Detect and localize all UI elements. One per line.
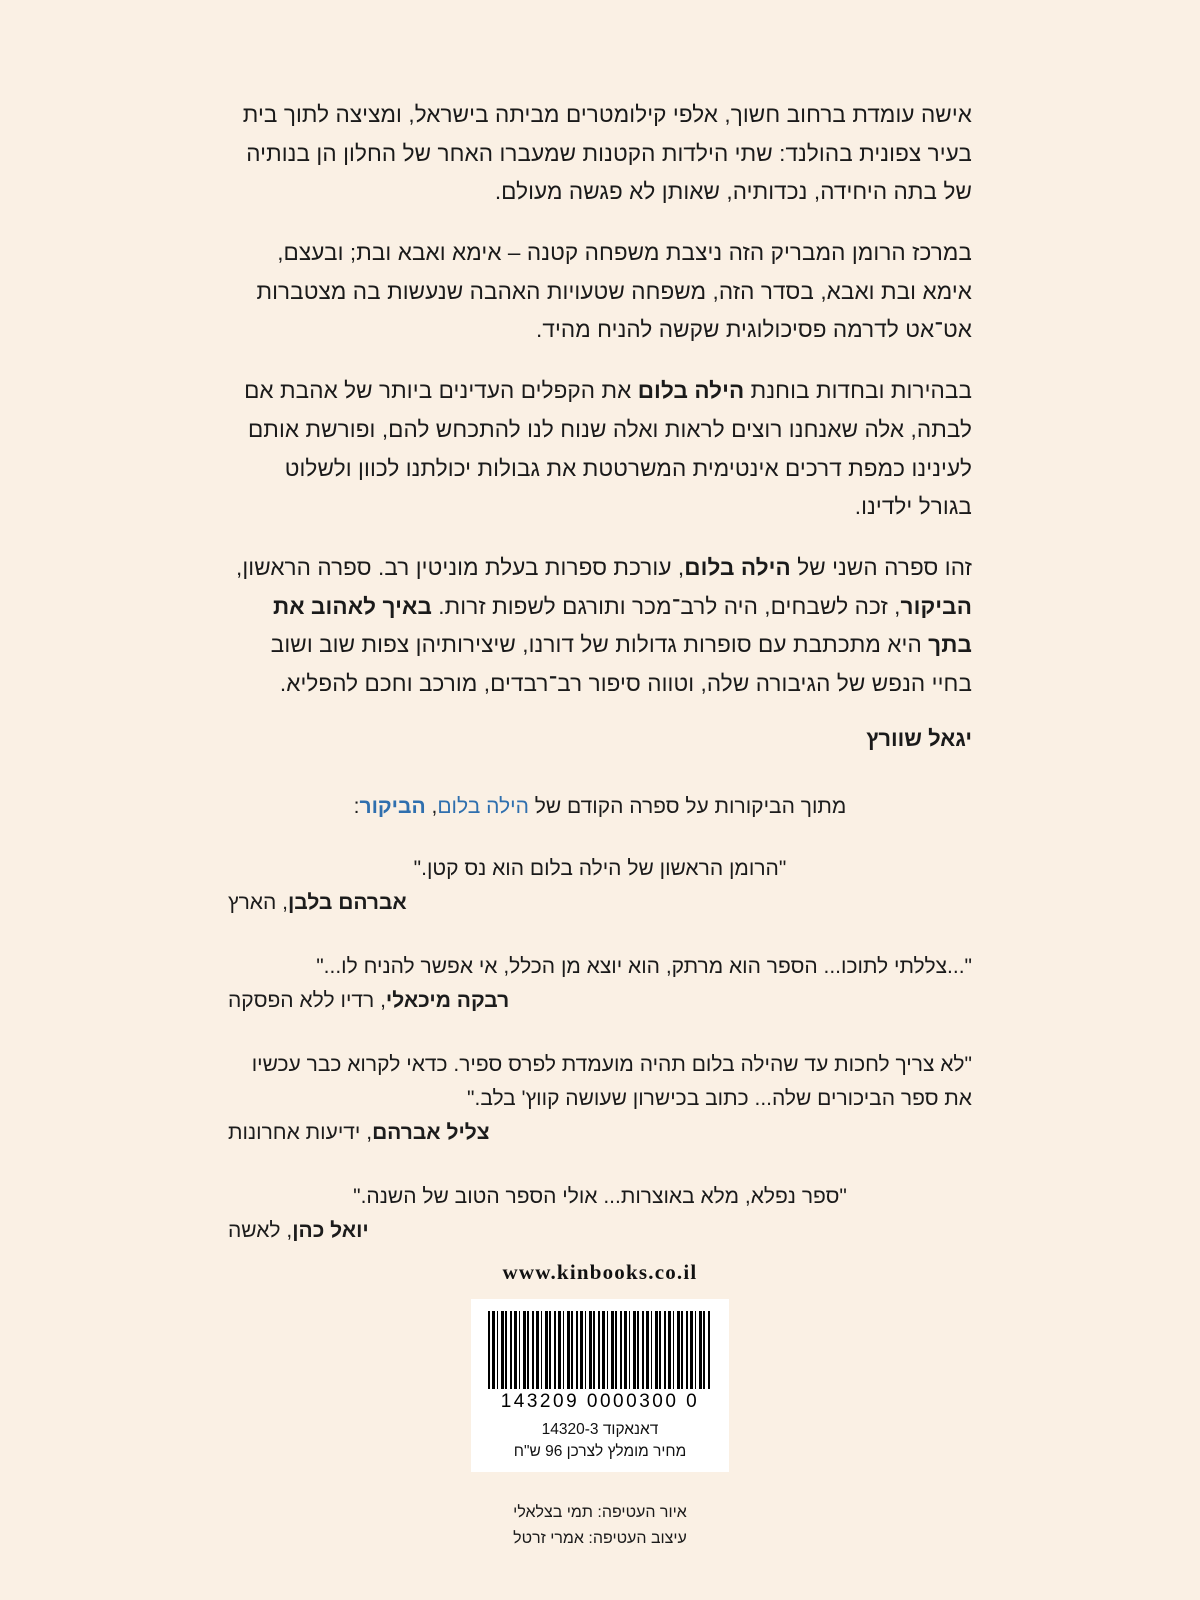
- barcode-bars-icon: [488, 1311, 712, 1389]
- reviewer-name: רבקה מיכאלי: [385, 988, 510, 1012]
- blurb-text: , עורכת ספרות בעלת מוניטין רב. ספרה הראשון,: [236, 554, 685, 580]
- reviews-intro: [228, 790, 972, 824]
- review-quote: [228, 852, 972, 920]
- reviewer-name: צליל אברהם: [372, 1120, 490, 1144]
- review-quote-text: "הרומן הראשון של הילה בלום הוא נס קטן.": [413, 856, 787, 880]
- blurb-bold-term: הילה בלום: [684, 554, 791, 580]
- review-quote: [228, 1180, 972, 1248]
- previous-book-title: הביקור: [359, 795, 426, 818]
- blurb-text: זהו ספרה השני של: [790, 554, 972, 580]
- reviews-intro-text: :: [353, 795, 360, 818]
- reviewer-outlet: , ידיעות אחרונות: [228, 1120, 373, 1144]
- footer-section: [0, 1260, 1200, 1472]
- reviews-intro-text: ,: [425, 795, 438, 818]
- review-quote-text: "לא צריך לחכות עד שהילה בלום תהיה מועמדת לפרס ספיר. כדאי לקרוא כבר עכשיו את ספר הביכורים שלה... כתוב בכישרון שעושה קווץ' בלב.": [251, 1052, 972, 1110]
- review-quote: [228, 950, 972, 1018]
- credit-illustration: איור העטיפה: תמי בצלאלי: [513, 1504, 687, 1521]
- blurb-paragraph-4: [228, 549, 972, 704]
- blurb-bold-term: הביקור: [900, 593, 972, 619]
- blurb-text: בבהירות ובחדות בוחנת: [744, 378, 972, 404]
- reviewer-outlet: , רדיו ללא הפסקה: [228, 988, 386, 1012]
- blurb-paragraph-1: [228, 96, 972, 212]
- blurb-paragraph-3: [228, 372, 972, 527]
- author-name-link: הילה בלום: [437, 795, 529, 818]
- barcode-box: [471, 1299, 729, 1472]
- review-attribution: [228, 1116, 972, 1150]
- blurb-paragraph-2: [228, 234, 972, 350]
- blurb-text: אישה עומדת ברחוב חשוך, אלפי קילומטרים מביתה בישראל, ומציצה לתוך בית בעיר צפונית בהולנד: שתי הילדות הקטנות שמעברו האחר של החלון הן בנותיה של בתה היחידה, נכדותיה, שאותן לא פגשה מעולם.: [242, 102, 972, 205]
- review-attribution: [228, 984, 972, 1018]
- reviewer-outlet: , לאשה: [228, 1218, 293, 1242]
- review-quote-text: "ספר נפלא, מלא באוצרות... אולי הספר הטוב של השנה.": [353, 1184, 847, 1208]
- blurb-text: , זכה לשבחים, היה לרב־מכר ותורגם לשפות זרות.: [431, 593, 901, 619]
- review-quote: [228, 1048, 972, 1150]
- blurb-signature: יגאל שוורץ: [866, 725, 972, 751]
- review-attribution: [228, 886, 972, 920]
- barcode-digits: 0 0000300 143209: [500, 1391, 700, 1412]
- blurb-text: במרכז הרומן המבריק הזה ניצבת משפחה קטנה – אימא ואבא ובת; ובעצם, אימא ובת ואבא, בסדר הזה, משפחה שטעויות האהבה שנעשות בה מצטברות אט־אט לדרמה פסיכולוגית שקשה להניח מהיד.: [256, 240, 972, 343]
- quotes-list: [228, 852, 972, 1248]
- blurb-section: [228, 96, 972, 752]
- blurb-bold-term: באיך לאהוב את בתך: [272, 593, 972, 658]
- reviews-section: [228, 790, 972, 1278]
- review-attribution: [228, 1214, 972, 1248]
- publisher-website[interactable]: www.kinbooks.co.il: [502, 1260, 698, 1284]
- reviews-intro-text: מתוך הביקורות על ספרה הקודם של: [528, 795, 847, 818]
- blurb-bold-term: הילה בלום: [637, 378, 745, 404]
- blurb-text: היא מתכתבת עם סופרות גדולות של דורנו, שיצירותיהן צפות שוב ושוב בחיי הנפש של הגיבורה שלה, וטווה סיפור רב־רבדים, מורכב וחכם להפליא.: [270, 632, 972, 696]
- credit-design: עיצוב העטיפה: אמרי זרטל: [513, 1529, 687, 1547]
- barcode-dan-code: דאנאקוד 14320-3: [541, 1421, 659, 1438]
- cover-credits: [228, 1500, 972, 1551]
- review-quote-text: "...צללתי לתוכו... הספר הוא מרתק, הוא יוצא מן הכלל, אי אפשר להניח לו...": [316, 954, 972, 978]
- blurb-text: את הקפלים העדינים ביותר של אהבת אם לבתה, אלה שאנחנו רוצים לראות ואלה שנוח לנו להתכחש להם, ופורשת אותם לעינינו כמפת דרכים אינטימית המשרטטת את גבולות יכולתנו לכוון ולשלוט בגורל ילדינו.: [244, 378, 972, 520]
- barcode-price: מחיר מומלץ לצרכן 96 ש"ח: [513, 1443, 687, 1461]
- reviewer-outlet: , הארץ: [228, 890, 288, 914]
- reviewer-name: אברהם בלבן: [287, 890, 407, 914]
- reviewer-name: יואל כהן: [292, 1218, 369, 1242]
